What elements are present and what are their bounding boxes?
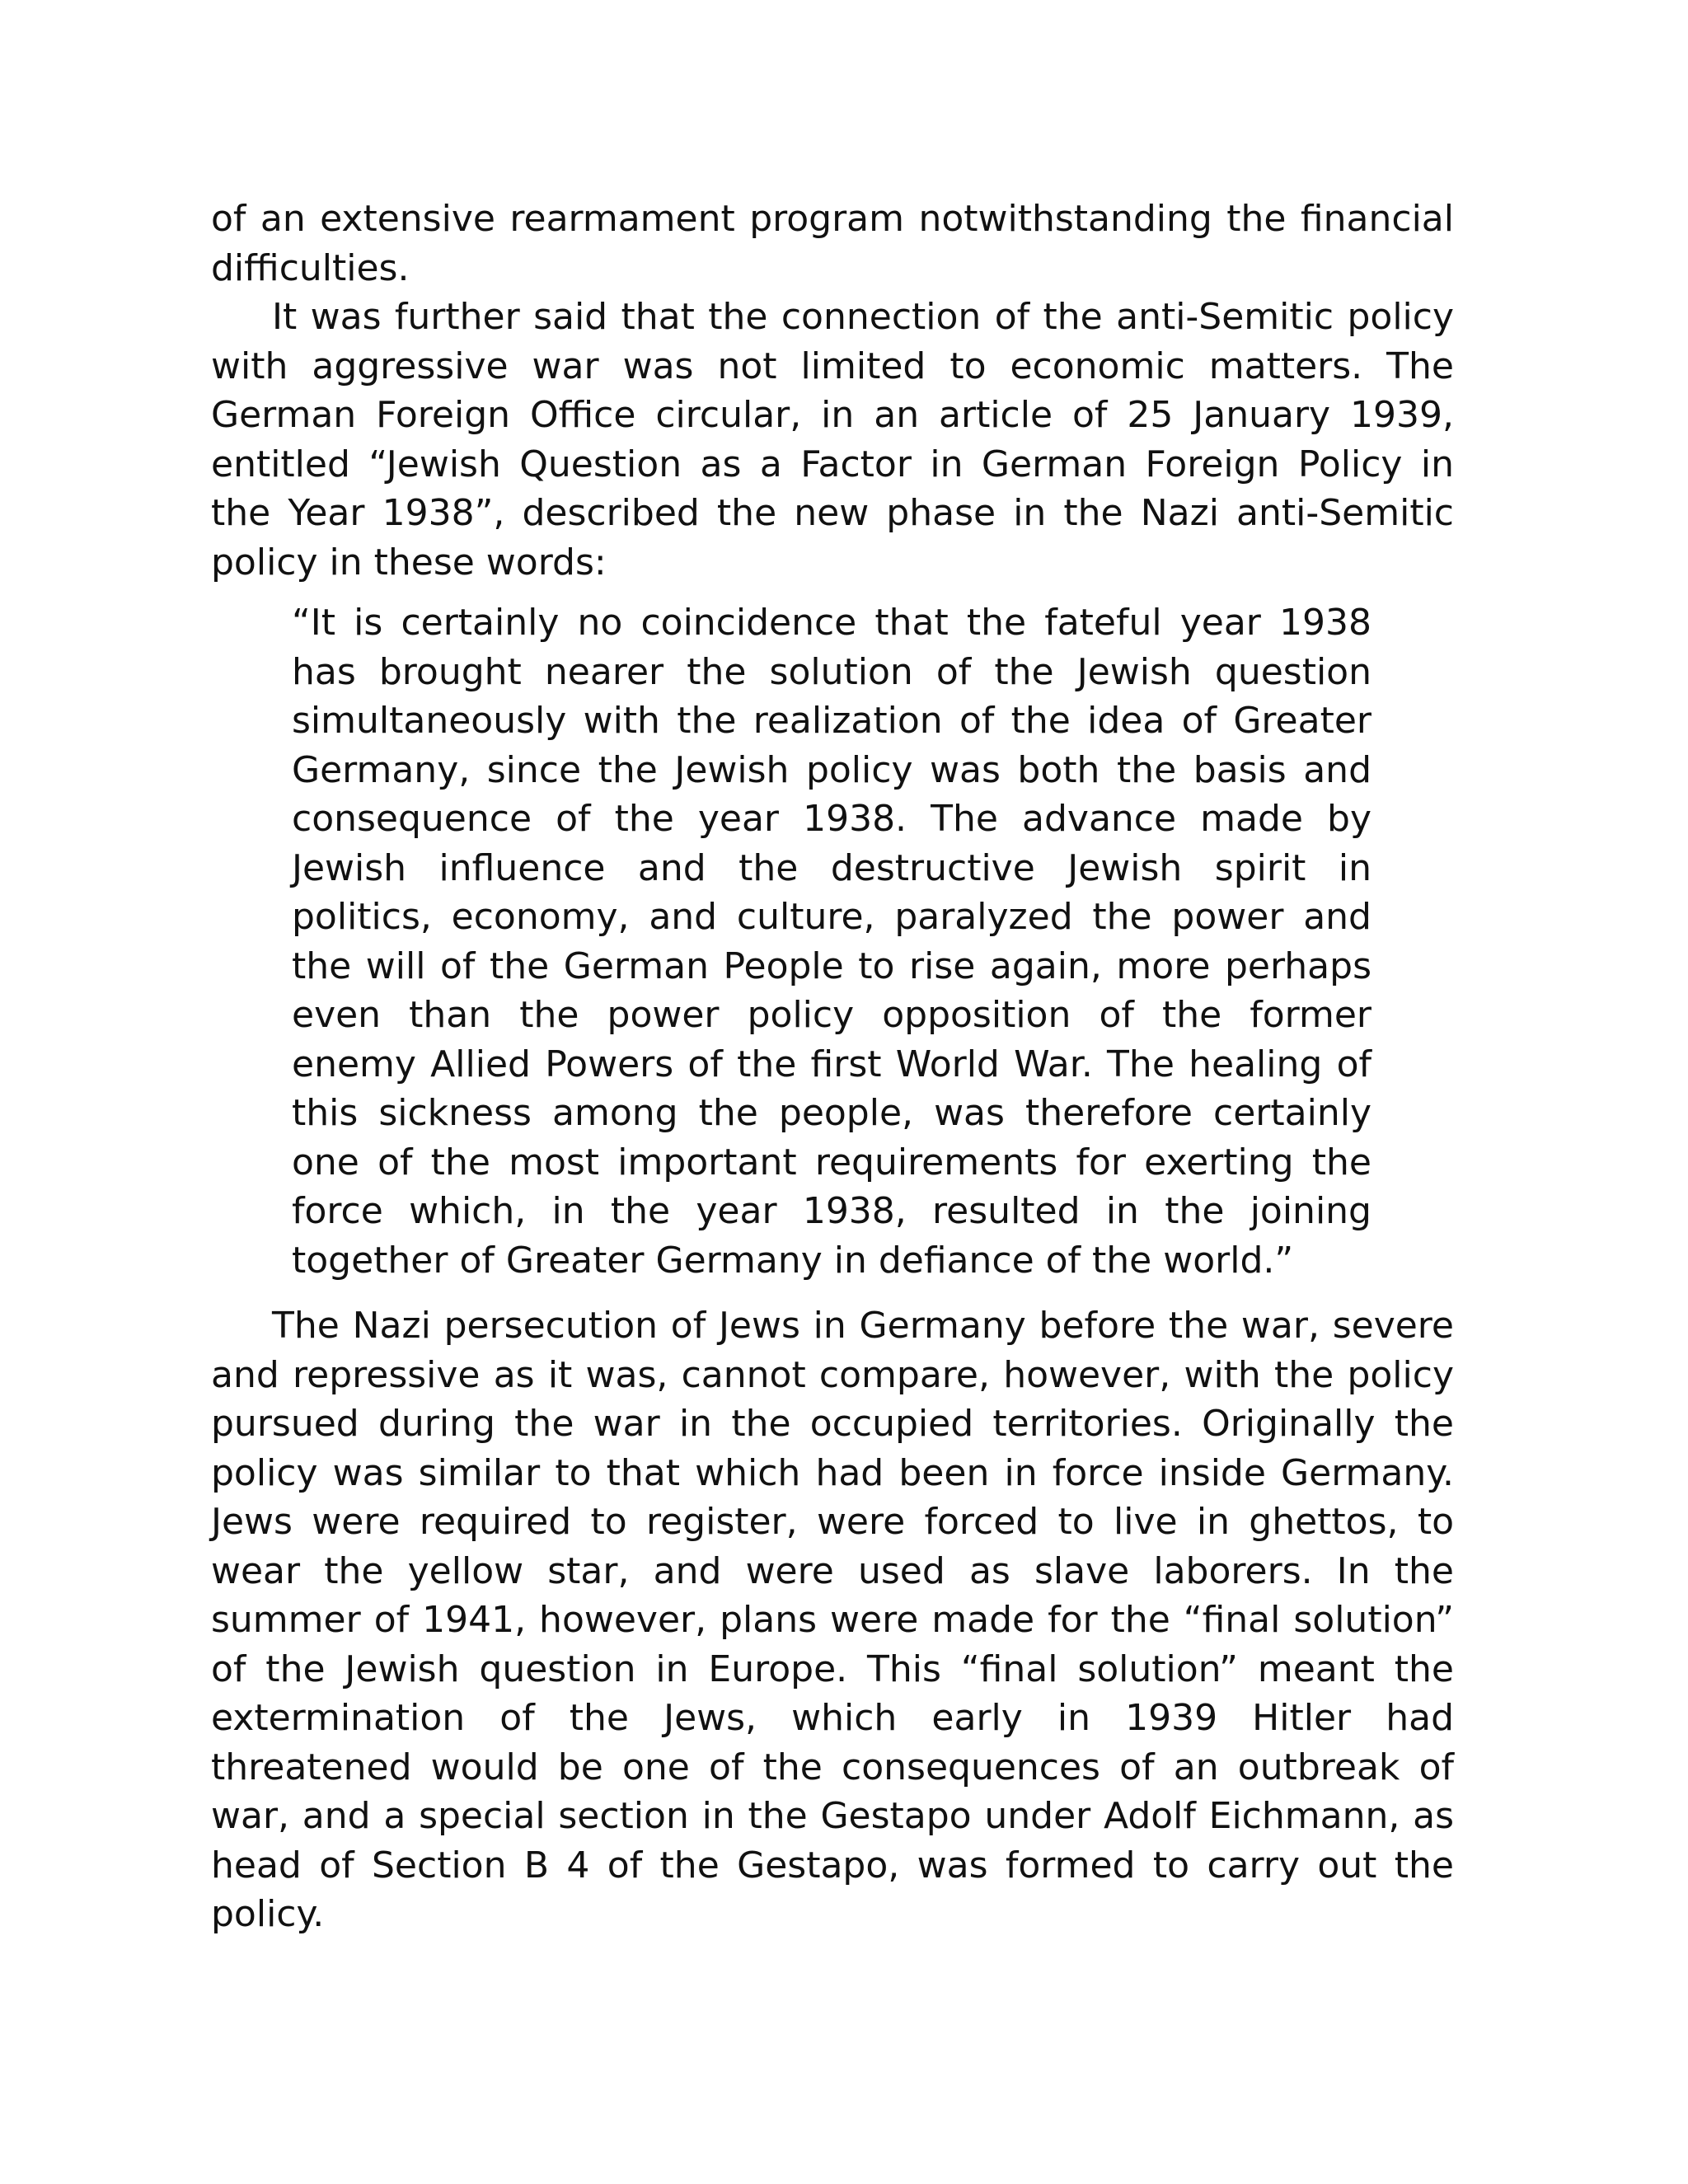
paragraph-final-solution: The Nazi persecution of Jews in Germany before the war, severe and repressive as it was, cannot compare, however, with the policy pursued during the war in the occupied territories. Originally the policy was similar to that which had been in force inside Germany. Jews were required to register, were forced to live in ghettos, to wear the yellow star, and were used as slave laborers. In the summer of 1941, however, plans were made for the “final solution” of the Jewish question in Europe. This “final solution” meant the extermination of the Jews, which early in 1939 Hitler had threatened would be one of the consequences of an outbreak of war, and a special section in the Gestapo under Adolf Eichmann, as head of Section B 4 of the Gestapo, was formed to carry out the policy.: [211, 1305, 1454, 1935]
block-quote: “It is certainly no coincidence that the fateful year 1938 has brought nearer the solution of the Jewish question simultaneously with the realization of the idea of Greater Germany, since the Jewish policy was both the basis and consequence of the year 1938. The advance made by Jewish influence and the destructive Jewish spirit in politics, economy, and culture, paralyzed the power and the will of the German People to rise again, more perhaps even than the power policy opposition of the former enemy Allied Powers of the first World War. The healing of this sickness among the people, was therefore certainly one of the most important requirements for exerting the force which, in the year 1938, resulted in the joining together of Greater Germany in defiance of the world.”: [292, 602, 1372, 1282]
paragraph-continuation: of an extensive rearmament program notwithstanding the financial difficulties.: [211, 198, 1454, 289]
document-body: [211, 194, 1454, 1939]
paragraph-foreign-office-circular: It was further said that the connection of the anti-Semitic policy with aggressive war was not limited to economic matters. The German Foreign Office circular, in an article of 25 January 1939, entitled “Jewish Question as a Factor in German Foreign Policy in the Year 1938”, described the new phase in the Nazi anti-Semitic policy in these words:: [211, 296, 1454, 583]
